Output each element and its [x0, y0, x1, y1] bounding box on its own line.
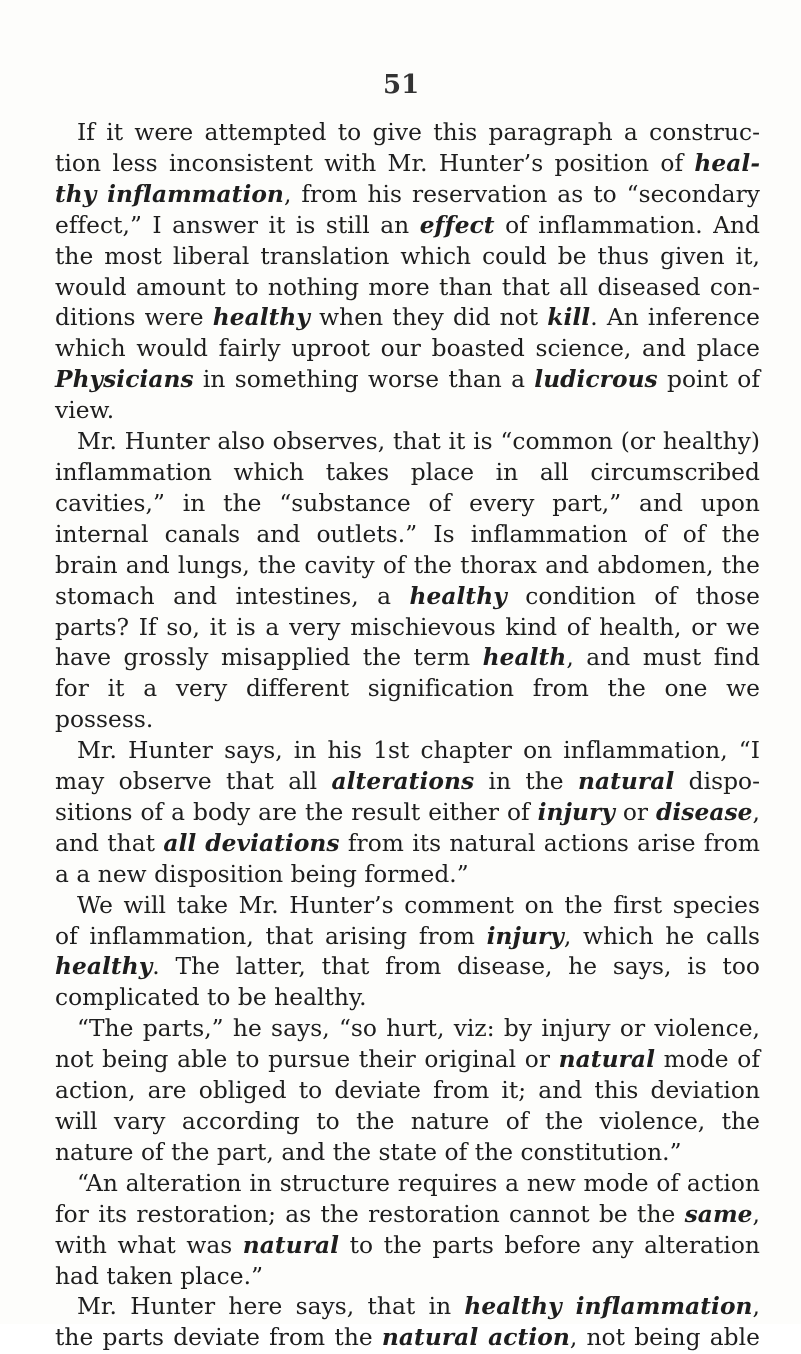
text-run: Mr. Hunter says, in his 1st chapter on inflammation, “I may observe that all: [55, 737, 760, 796]
paragraph-7: [55, 1292, 760, 1354]
emphasized-text: health: [482, 644, 567, 672]
emphasized-text: injury: [537, 798, 615, 826]
paragraph-5: [55, 1014, 760, 1169]
text-run: Mr. Hunter also observes, that it is “common (or healthy) inflammation which takes place in all circumscribed cavities,” in the “substance of every part,” and upon internal canals and outlets.” Is inflammation of of the brain and lungs, the cavity of the thorax and abdomen, the stomach and intestines, a: [55, 428, 760, 610]
paragraph-1: [55, 118, 760, 427]
text-run: “An alteration in structure requires a new mode of action for its restoration; as the restoration cannot be the: [55, 1169, 760, 1228]
text-run: , the parts deviate from the: [55, 1293, 760, 1352]
paragraph-4: [55, 891, 760, 1015]
text-run: , with what was: [55, 1200, 760, 1259]
page-number: 51: [383, 70, 420, 100]
text-run: If it were attempted to give this paragraph a construction less inconsistent with Mr. Hunter’s position of: [55, 119, 760, 177]
emphasized-text: same: [684, 1200, 753, 1228]
emphasized-text: healthy inflammation: [464, 1293, 753, 1321]
body-text: [55, 118, 760, 1354]
paragraph-3: [55, 736, 760, 891]
text-run: dispositions of a body are the result either of: [55, 768, 760, 826]
text-run: , from his reservation as to “secondary effect,” I answer it is still an: [55, 180, 760, 239]
text-run: of inflammation. And the most liberal translation which could be thus given it, would amount to nothing more than that all diseased conditions were: [55, 211, 760, 332]
text-run: We will take Mr. Hunter’s comment on the first species of inflammation, that arising from: [55, 891, 760, 950]
emphasized-text: healthy inflammation: [55, 149, 760, 208]
emphasized-text: disease: [656, 798, 753, 826]
emphasized-text: kill: [547, 304, 591, 332]
text-run: condition of those parts? If so, it is a very mischievous kind of health, or we have grossly misapplied the term: [55, 582, 760, 672]
emphasized-text: natural: [242, 1231, 340, 1259]
paragraph-2: [55, 427, 760, 736]
text-run: “The parts,” he says, “so hurt, viz: by injury or violence, not being able to pursue their original or: [55, 1015, 760, 1074]
text-run: mode of action, are obliged to deviate from it; and this deviation will vary according to the nature of the violence, the nature of the part, and the state of the constitution.”: [55, 1046, 760, 1166]
text-run: , and that: [55, 798, 760, 857]
emphasized-text: healthy: [212, 304, 311, 332]
emphasized-text: healthy: [409, 582, 507, 610]
emphasized-text: natural: [577, 768, 675, 796]
text-run: Mr. Hunter here says, that in: [77, 1293, 465, 1321]
emphasized-text: natural: [558, 1046, 655, 1074]
text-run: in the: [474, 768, 578, 796]
emphasized-text: all deviations: [163, 829, 340, 857]
paragraph-6: [55, 1169, 760, 1293]
text-run: , not being able: [569, 1324, 760, 1352]
text-run: , and must find for it a very different signification from the one we possess.: [55, 644, 760, 734]
emphasized-text: effect: [419, 211, 495, 239]
text-run: or: [614, 798, 657, 826]
text-run: , which he calls: [563, 922, 760, 950]
text-run: . The latter, that from disease, he says, is too complicated to be healthy.: [55, 953, 760, 1012]
text-run: . An inference which would fairly uproot our boasted science, and place: [55, 304, 761, 363]
text-run: point of view.: [55, 366, 761, 425]
text-run: in something worse than a: [193, 366, 535, 394]
emphasized-text: injury: [486, 922, 564, 950]
text-run: when they did not: [310, 304, 548, 332]
emphasized-text: ludicrous: [534, 366, 658, 394]
text-run: from its natural actions arise from a a new disposition being formed.”: [55, 829, 760, 888]
emphasized-text: natural action: [381, 1324, 570, 1352]
emphasized-text: healthy: [55, 953, 153, 981]
emphasized-text: Physicians: [55, 366, 194, 394]
emphasized-text: alterations: [331, 768, 475, 796]
text-run: to the parts before any alteration had taken place.”: [55, 1231, 760, 1290]
